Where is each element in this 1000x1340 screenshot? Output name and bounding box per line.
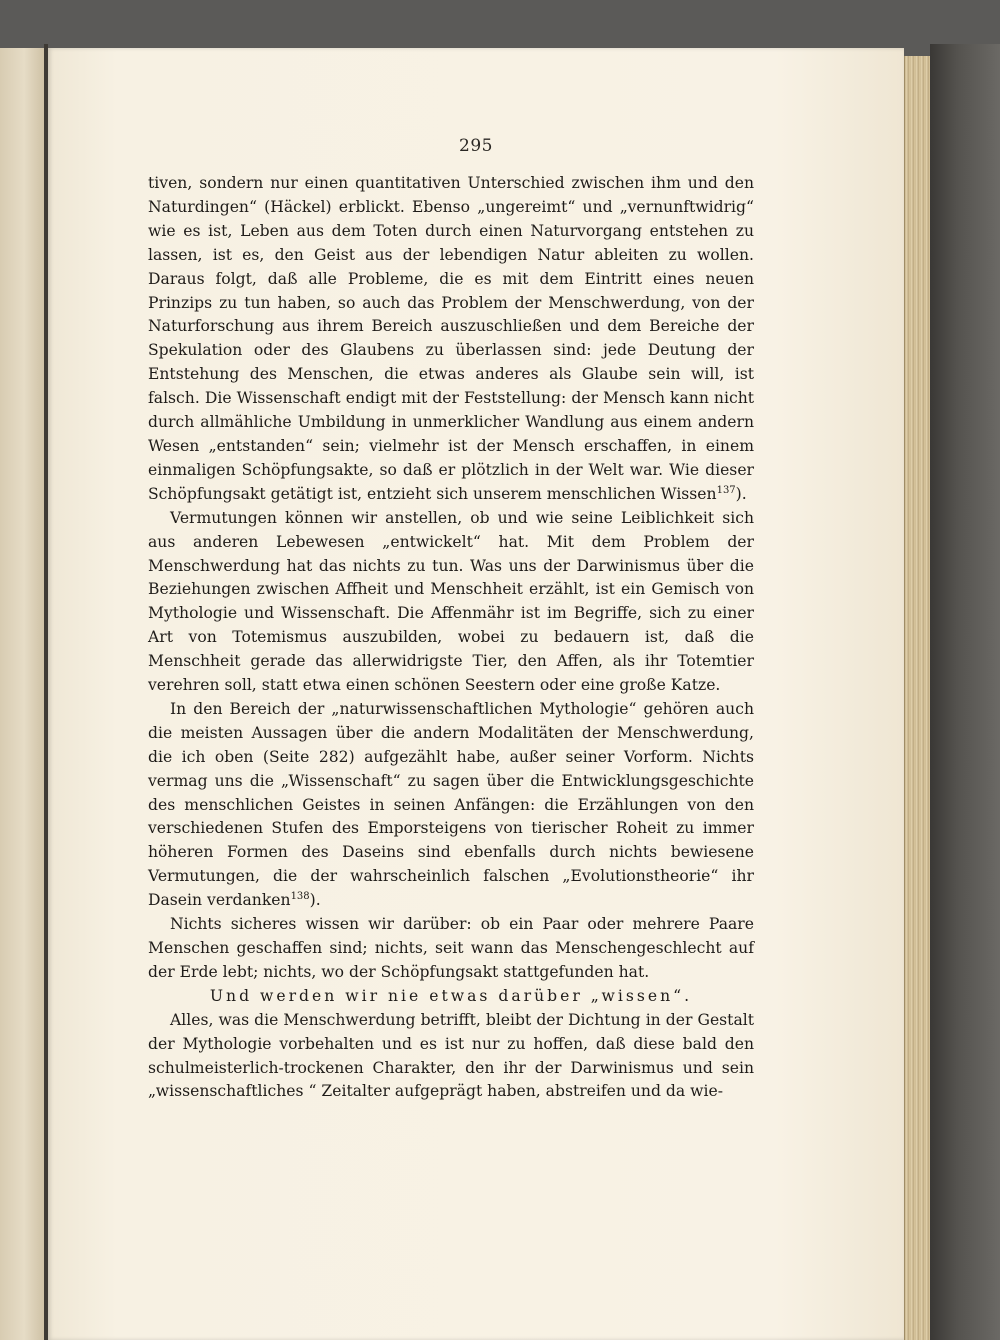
- footnote-marker: 138: [290, 891, 310, 903]
- emphasized-sentence: [148, 985, 754, 1009]
- paragraph-text: tiven, sondern nur einen quantitativen Unterschied zwischen ihm und den Naturdingen“ (Häckel) erblickt. Ebenso „ungereimt“ und „vernunftwidrig“ wie es ist, Leben aus dem Toten durch einen Naturvorgang entstehen zu lassen, ist es, den Geist aus der lebendigen Natur ableiten zu wollen. Daraus folgt, daß alle Probleme, die es mit dem Eintritt eines neuen Prinzips zu tun haben, so auch das Problem der Menschwerdung, von der Naturforschung aus ihrem Bereich auszuschließen und dem Bereiche der Spekulation oder des Glaubens zu überlassen sind: jede Deutung der Entstehung des Menschen, die etwas anderes als Glaube sein will, ist falsch. Die Wissenschaft endigt mit der Feststellung: der Mensch kann nicht durch allmähliche Umbildung in unmerklicher Wandlung aus einem andern Wesen „entstanden“ sein; vielmehr ist der Mensch erschaffen, in einem einmaligen Schöpfungsakte, so daß er plötzlich in der Welt war. Wie dieser Schöpfungsakt getätigt ist, entzieht sich unserem menschlichen Wissen: [148, 174, 754, 503]
- paragraph: [148, 913, 754, 985]
- paragraph: [148, 507, 754, 698]
- footnote-marker: 137: [716, 484, 736, 496]
- paragraph-text: Alles, was die Menschwerdung betrifft, bleibt der Dichtung in der Gestalt der Mythologie vorbehalten und es ist nur zu hoffen, daß diese bald den schulmeisterlich-trockenen Charakter, den ihr der Darwinismus und sein „wissenschaftliches “ Zeitalter aufgeprägt haben, abstreifen und da wie-: [148, 1010, 754, 1101]
- paragraph: [148, 1009, 754, 1105]
- footnote-close: ).: [735, 484, 747, 503]
- paragraph-text: Vermutungen können wir anstellen, ob und wie seine Leiblichkeit sich aus anderen Lebewesen „entwickelt“ hat. Mit dem Problem der Menschwerdung hat das nichts zu tun. Was uns der Darwinismus über die Beziehungen zwischen Affheit und Menschheit erzählt, ist ein Gemisch von Mythologie und Wissenschaft. Die Affenmähr ist im Begriffe, sich zu einer Art von Totemismus auszubilden, wobei zu bedauern ist, daß die Menschheit gerade das allerwidrigste Tier, den Affen, als ihr Totemtier verehren soll, statt etwa einen schönen Seestern oder eine große Katze.: [148, 508, 754, 695]
- footnote-close: ).: [309, 891, 321, 910]
- facing-page-edge: [0, 48, 45, 1340]
- page-number: 295: [459, 136, 493, 156]
- paragraph-text: In den Bereich der „naturwissenschaftlichen Mythologie“ gehören auch die meisten Aussagen über die andern Modalitäten der Menschwerdung, die ich oben (Seite 282) aufgezählt habe, außer seiner Vorform. Nichts vermag uns die „Wissenschaft“ zu sagen über die Entwicklungsgeschichte des menschlichen Geistes in seinen Anfängen: die Erzählungen von den verschiedenen Stufen des Emporsteigens von tierischer Roheit zu immer höheren Formen des Daseins sind ebenfalls durch nichts bewiesene Vermutungen, die der wahrscheinlich falschen „Evolutionstheorie“ ihr Dasein verdanken: [148, 699, 754, 910]
- paragraph-text: Und werden wir nie etwas darüber „wissen“.: [209, 986, 693, 1005]
- paragraph: [148, 172, 754, 507]
- page-stack-edge: [904, 56, 931, 1340]
- paragraph: [148, 698, 754, 913]
- book-cover-edge: [930, 44, 1000, 1340]
- body-text: [148, 172, 754, 1104]
- paragraph-text: Nichts sicheres wissen wir darüber: ob ein Paar oder mehrere Paare Menschen geschaffen sind; nichts, seit wann das Menschengeschlecht auf der Erde lebt; nichts, wo der Schöpfungsakt stattgefunden hat.: [148, 915, 754, 981]
